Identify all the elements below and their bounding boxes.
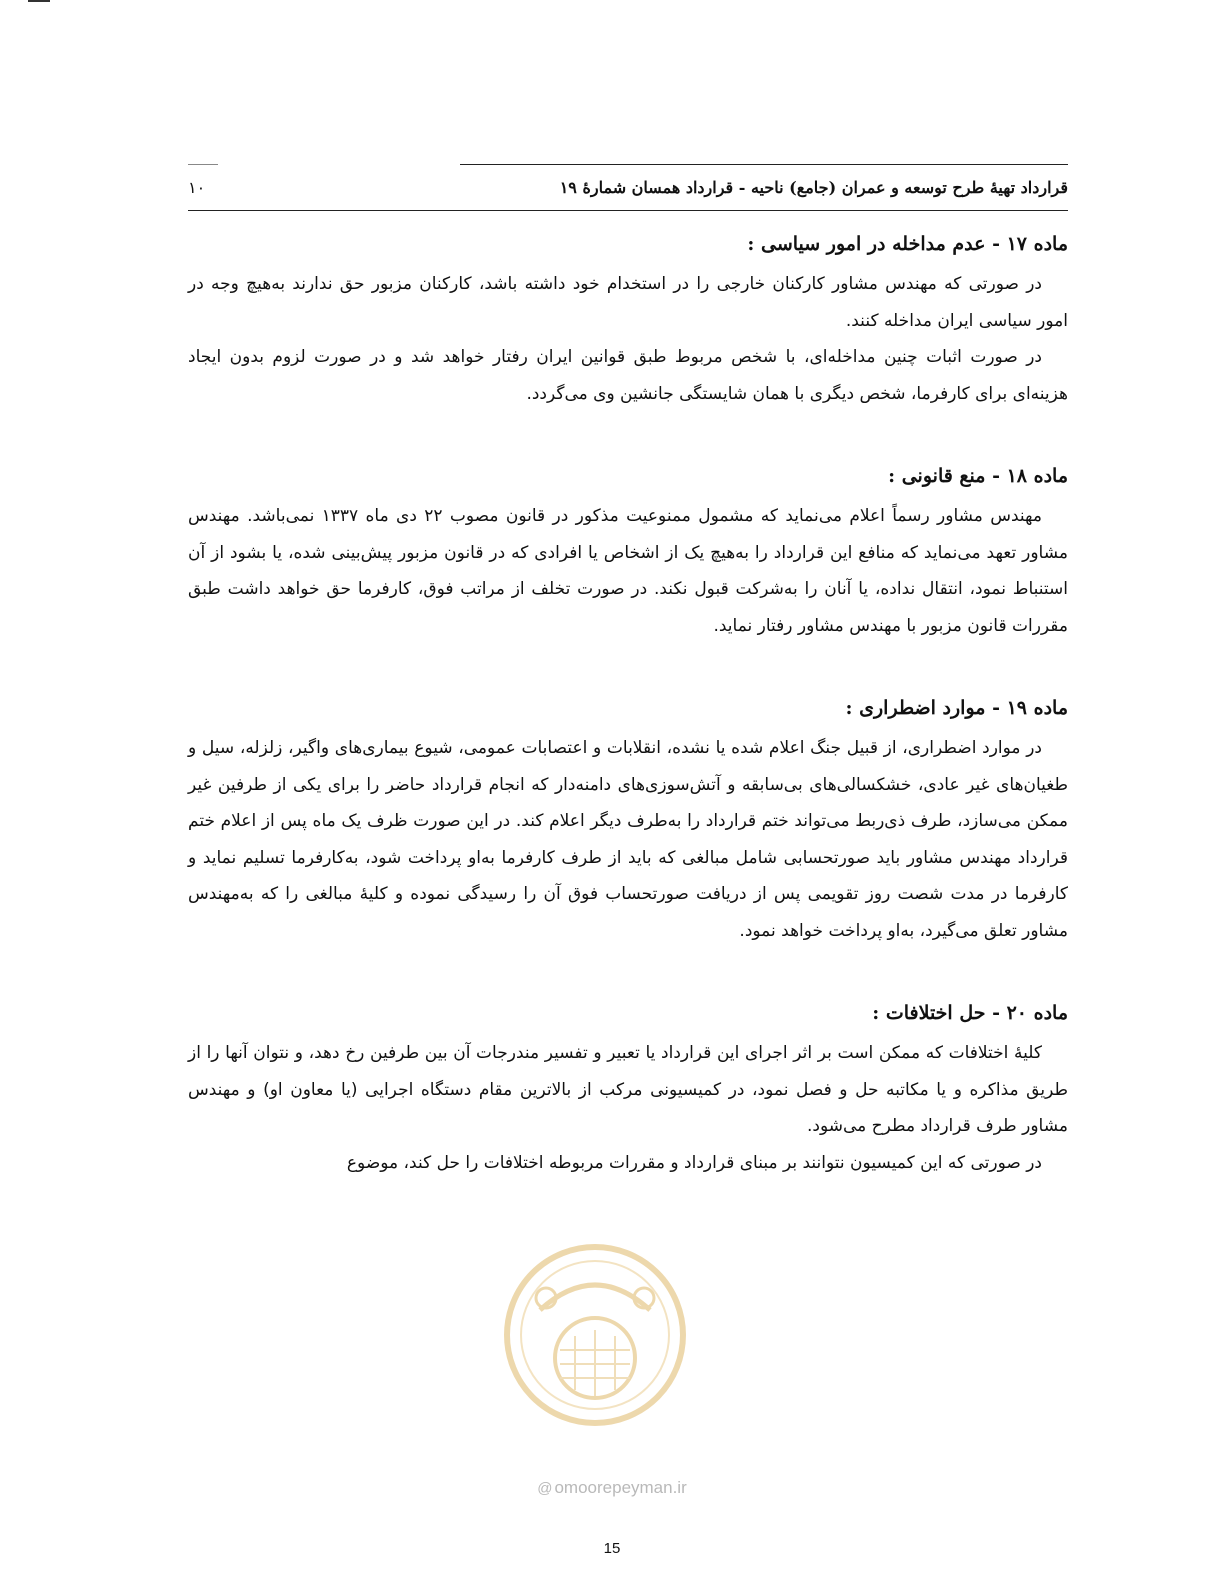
article-paragraph: در صورتی که این کمیسیون نتوانند بر مبنای قرارداد و مقررات مربوطه اختلافات را حل کند، موضوع — [346, 1152, 1042, 1173]
header-top-rule — [460, 164, 1068, 165]
footer-page-number: 15 — [603, 1540, 621, 1557]
article-paragraph: مهندس مشاور رسماً اعلام می‌نماید که مشمول ممنوعیت مذکور در قانون مصوب ۲۲ دی ماه ۱۳۳۷ نمی‌باشد. مهندس مشاور تعهد می‌نماید که منافع این قرارداد را به‌هیچ یک از اشخاص یا افرادی که در قانون مزبور پیش‌بینی شده، یا بشود از آن استنباط نمود، انتقال نداده، یا آنان را به‌شرکت قبول نکند. در صورت تخلف از مراتب فوق، کارفرما حق خواهد داشت طبق مقررات قانون مزبور با مهندس مشاور رفتار نماید. — [188, 506, 1068, 636]
article-19 — [188, 686, 1068, 949]
watermark-logo — [500, 1240, 690, 1430]
article-title: ماده ۱۹ - موارد اضطراری : — [845, 697, 1068, 719]
article-paragraph: در صورت اثبات چنین مداخله‌ای، با شخص مربوط طبق قوانین ایران رفتار خواهد شد و در صورت لزوم بدون ایجاد هزینه‌ای برای کارفرما، شخص دیگری با همان شایستگی جانشین وی می‌گردد. — [188, 347, 1068, 404]
header-top-rule-short — [188, 164, 218, 165]
running-header — [188, 172, 1068, 202]
header-bottom-rule — [188, 210, 1068, 211]
article-paragraph: در صورتی که مهندس مشاور کارکنان خارجی را در استخدام خود داشته باشد، کارکنان مزبور حق ندارند به‌هیچ وجه در امور سیاسی ایران مداخله کنند. — [188, 274, 1068, 331]
article-20 — [188, 991, 1068, 1181]
header-title: قرارداد تهیهٔ طرح توسعه و عمران (جامع) ناحیه - قرارداد همسان شمارهٔ ۱۹ — [559, 177, 1068, 197]
document-body — [188, 222, 1068, 1181]
article-paragraph: در موارد اضطراری، از قبیل جنگ اعلام شده یا نشده، انقلابات و اعتصابات عمومی، شیوع بیماری‌های واگیر، زلزله، سیل و طغیان‌های غیر عادی، خشکسالی‌های بی‌سابقه و آتش‌سوزی‌های دامنه‌دار که انجام قرارداد حاضر را برای یکی از طرفین غیر ممکن می‌سازد، طرف ذی‌ربط می‌تواند ختم قرارداد را به‌طرف دیگر اعلام کند. در این صورت ظرف یک ماه پس از اعلام ختم قرارداد مهندس مشاور باید صورتحسابی شامل مبالغی که باید از طرف کارفرما به‌او پرداخت شود، به‌کارفرما تسلیم نماید و کارفرما در مدت شصت روز تقویمی پس از دریافت صورتحساب فوق آن را رسیدگی نموده و کلیهٔ مبالغی را که به‌مهندس مشاور تعلق می‌گیرد، به‌او پرداخت خواهد نمود. — [188, 738, 1068, 941]
article-title: ماده ۲۰ - حل اختلافات : — [872, 1002, 1068, 1024]
article-18 — [188, 454, 1068, 644]
header-page-number: ۱۰ — [188, 177, 206, 197]
site-url-text: omoorepeyman.ir — [554, 1478, 687, 1497]
article-title: ماده ۱۷ - عدم مداخله در امور سیاسی : — [747, 233, 1068, 255]
article-paragraph: کلیهٔ اختلافات که ممکن است بر اثر اجرای این قرارداد یا تعبیر و تفسیر مندرجات آن بین طرفین رخ دهد، و نتوان آنها را از طریق مذاکره و یا مکاتبه حل و فصل نمود، در کمیسیونی مرکب از بالاترین مقام دستگاه اجرایی (یا معاون او) و مهندس مشاور طرف قرارداد مطرح می‌شود. — [188, 1043, 1068, 1136]
corner-mark — [28, 0, 50, 2]
at-icon: @ — [537, 1480, 553, 1497]
watermark-url — [0, 1478, 1224, 1498]
article-title: ماده ۱۸ - منع قانونی : — [888, 465, 1068, 487]
article-17 — [188, 222, 1068, 412]
